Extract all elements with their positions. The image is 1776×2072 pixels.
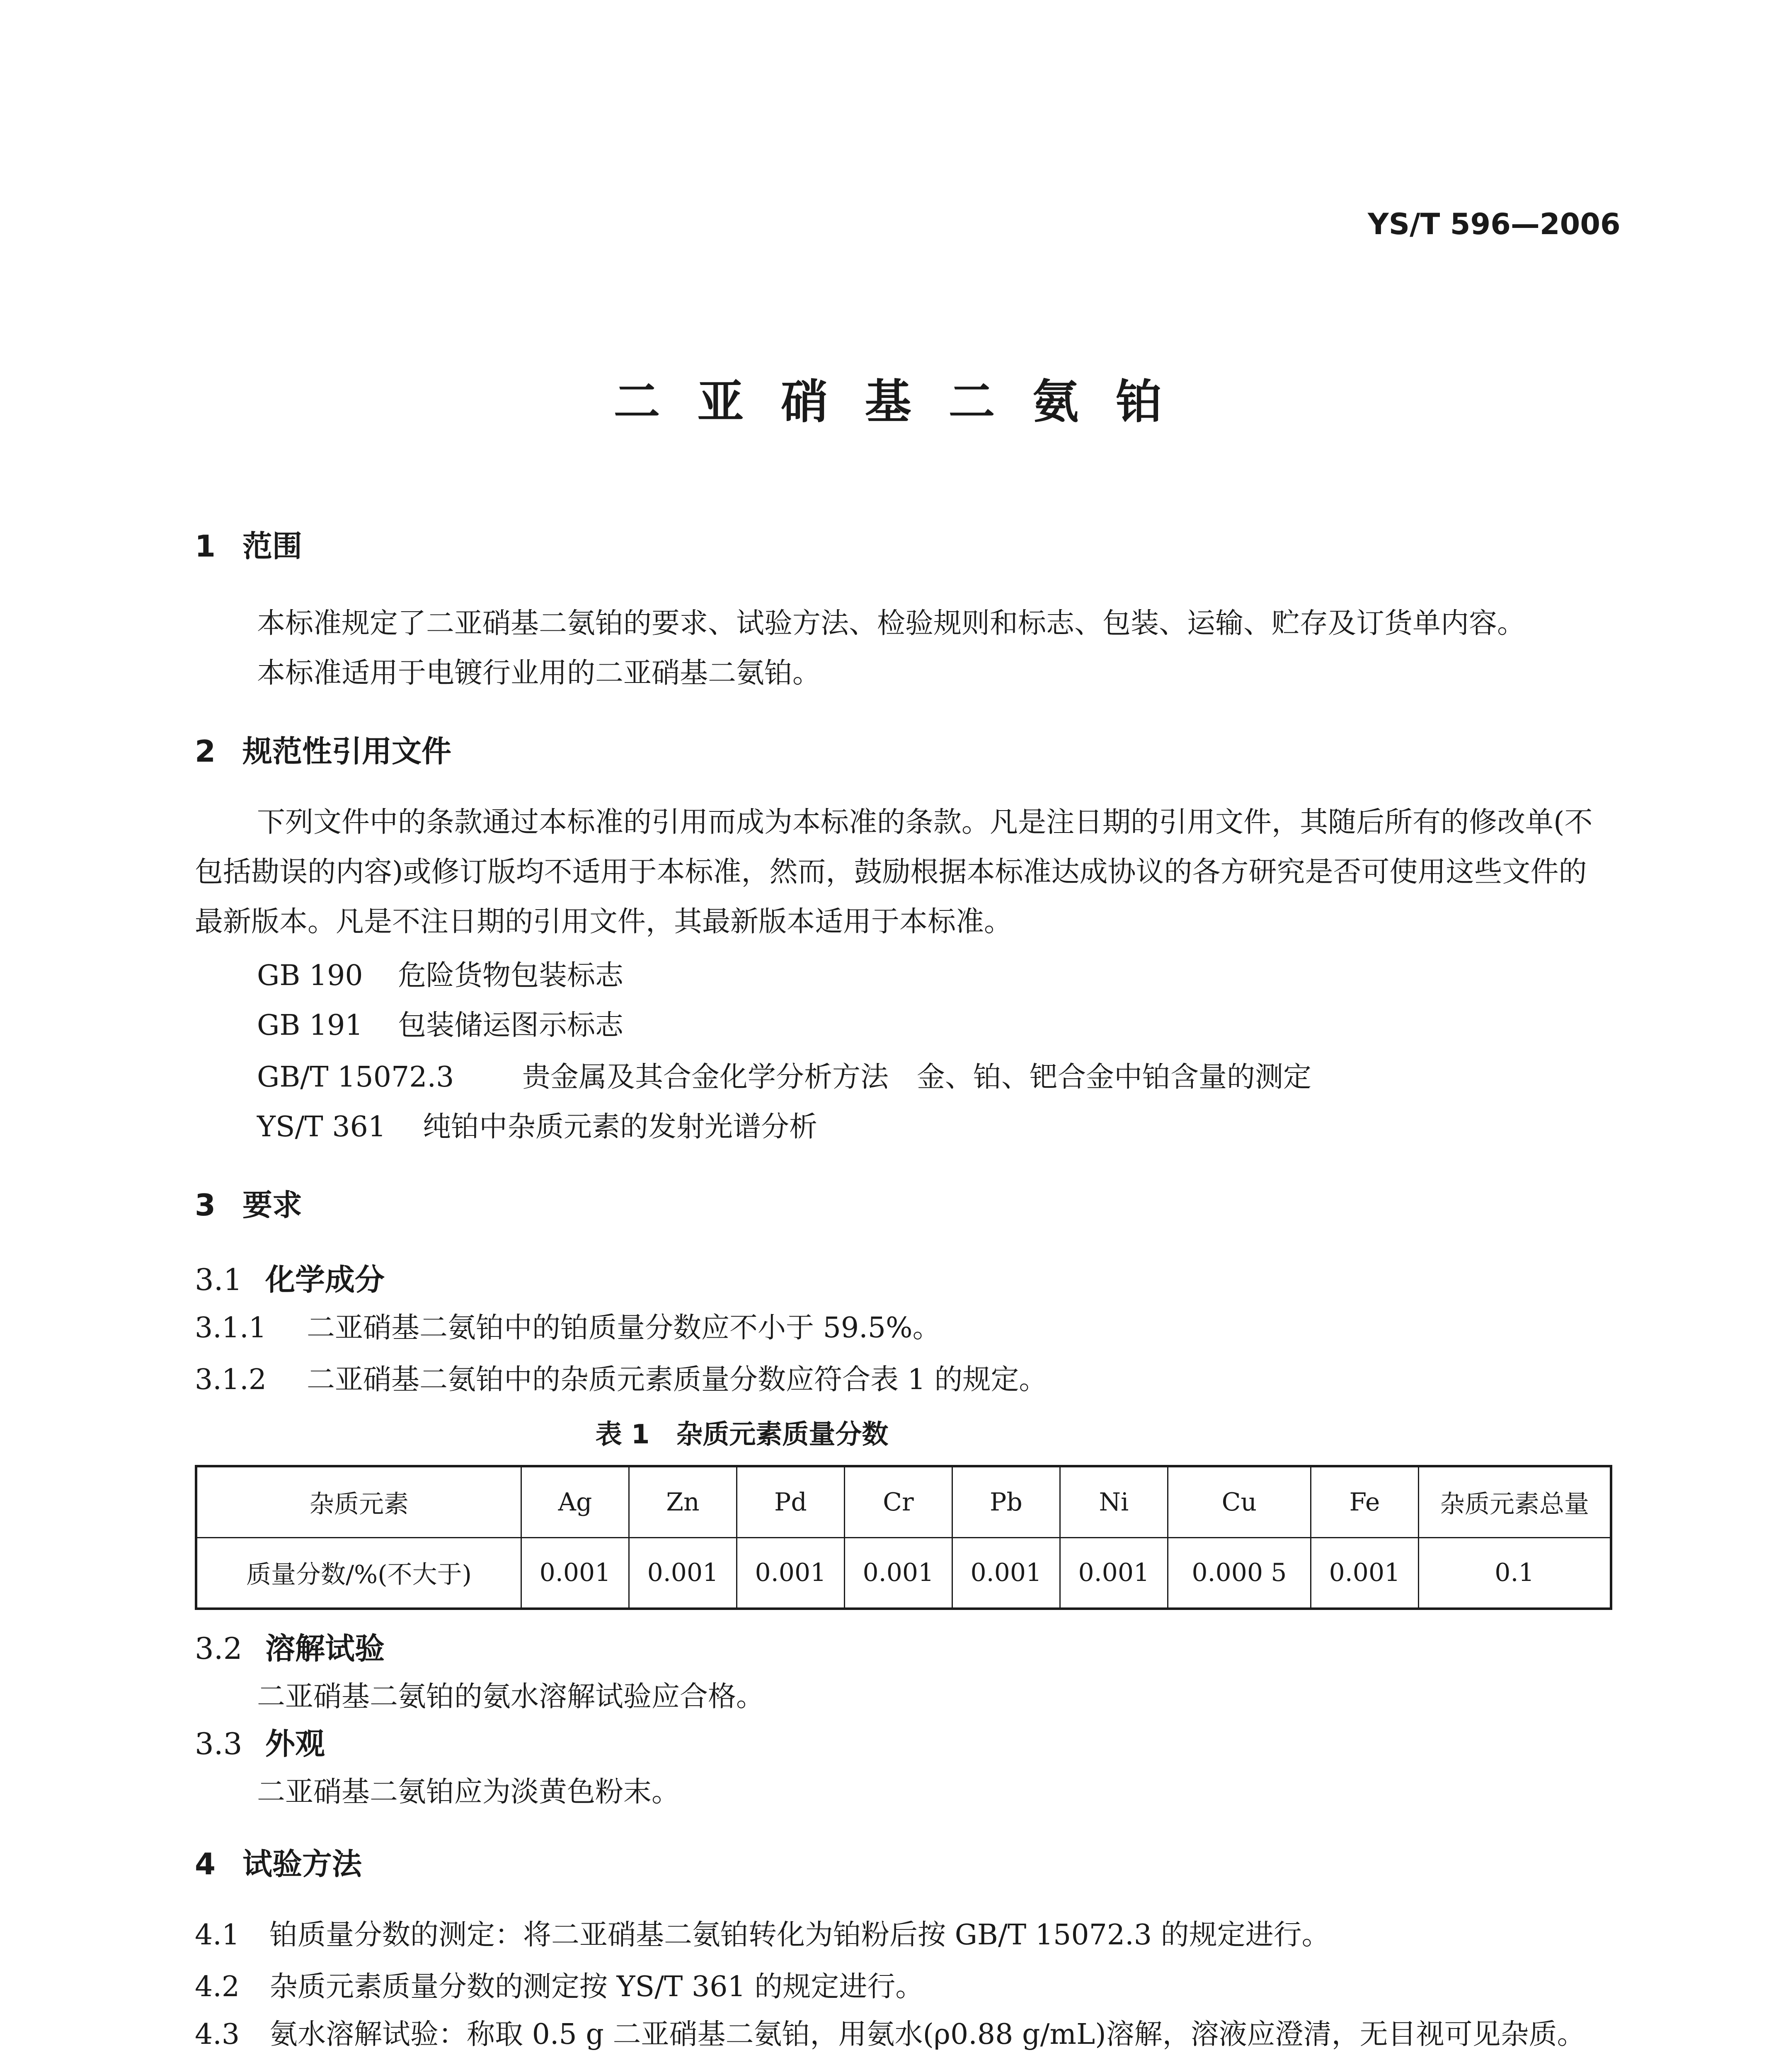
table-header-cell: Fe <box>1311 1466 1418 1537</box>
section-title: 范围 <box>242 529 303 564</box>
section-number: 4 <box>195 1847 216 1881</box>
clause-text: 氨水溶解试验：称取 0.5 g 二亚硝基二氨铂，用氨水(ρ0.88 g/mL)溶解，溶液应澄清，无目视可见杂质。 <box>269 2018 1585 2051</box>
clause-4-1 <box>195 1912 1330 1953</box>
subsection-3-2-heading <box>195 1624 385 1668</box>
clause-number: 3.1.2 <box>195 1363 267 1396</box>
reference-code: GB 190 <box>257 959 363 992</box>
clause-number: 4.2 <box>195 1970 240 2003</box>
table-cell: 质量分数/%(不大于) <box>196 1537 521 1609</box>
subsection-number: 3.3 <box>195 1726 242 1761</box>
table-header-cell: 杂质元素 <box>196 1466 521 1537</box>
section-3-heading <box>195 1181 302 1224</box>
reference-item <box>257 953 623 993</box>
reference-item <box>257 1104 817 1145</box>
clause-text: 二亚硝基二氨铂中的杂质元素质量分数应符合表 1 的规定。 <box>307 1363 1047 1396</box>
table-header-row <box>196 1466 1611 1537</box>
section-1-heading <box>195 522 302 565</box>
clause-text: 杂质元素质量分数的测定按 YS/T 361 的规定进行。 <box>269 1970 924 2003</box>
standard-code: YS/T 596—2006 <box>1368 207 1621 241</box>
table-cell: 0.001 <box>737 1537 844 1609</box>
section-2-heading <box>195 727 451 770</box>
section-title: 试验方法 <box>242 1847 362 1881</box>
section-4-heading <box>195 1840 362 1883</box>
paragraph: 二亚硝基二氨铂应为淡黄色粉末。 <box>257 1776 680 1808</box>
table-header-cell: Pb <box>952 1466 1060 1537</box>
section-number: 2 <box>195 734 216 769</box>
reference-code: GB 191 <box>257 1009 363 1042</box>
table-header-cell: Ag <box>521 1466 629 1537</box>
table-header-cell: 杂质元素总量 <box>1419 1466 1611 1537</box>
table-cell: 0.001 <box>629 1537 737 1609</box>
document-title: 二亚硝基二氨铂 <box>613 375 1200 429</box>
section-number: 1 <box>195 529 216 564</box>
paragraph: 本标准规定了二亚硝基二氨铂的要求、试验方法、检验规则和标志、包装、运输、贮存及订货单内容。 <box>257 607 1526 640</box>
clause-text: 铂质量分数的测定：将二亚硝基二氨铂转化为铂粉后按 GB/T 15072.3 的规定进行。 <box>269 1919 1330 1951</box>
subsection-title: 溶解试验 <box>265 1631 385 1666</box>
section-title: 要求 <box>242 1188 303 1222</box>
subsection-number: 3.1 <box>195 1262 242 1297</box>
section-title: 规范性引用文件 <box>242 734 452 769</box>
table-cell: 0.001 <box>1060 1537 1168 1609</box>
reference-item <box>257 1003 623 1043</box>
table-caption: 表 1 杂质元素质量分数 <box>595 1419 889 1450</box>
subsection-3-1-heading <box>195 1256 385 1299</box>
reference-title: 贵金属及其合金化学分析方法 金、铂、钯合金中铂含量的测定 <box>522 1061 1312 1094</box>
reference-title: 包装储运图示标志 <box>398 1009 624 1042</box>
table-header-cell: Zn <box>629 1466 737 1537</box>
subsection-3-3-heading <box>195 1720 325 1763</box>
section-number: 3 <box>195 1188 216 1222</box>
table-cell: 0.001 <box>521 1537 629 1609</box>
table-header-cell: Pd <box>737 1466 844 1537</box>
clause-number: 3.1.1 <box>195 1312 267 1344</box>
clause-4-3 <box>195 2010 1612 2060</box>
table-header-cell: Ni <box>1060 1466 1168 1537</box>
table-header-cell: Cr <box>844 1466 952 1537</box>
clause-number: 4.3 <box>195 2018 240 2051</box>
impurity-table <box>195 1465 1612 1610</box>
clause-text: 二亚硝基二氨铂中的铂质量分数应不小于 59.5%。 <box>307 1312 941 1344</box>
subsection-number: 3.2 <box>195 1631 242 1666</box>
paragraph-text: 下列文件中的条款通过本标准的引用而成为本标准的条款。凡是注日期的引用文件，其随后所有的修改单(不包括勘误的内容)或修订版均不适用于本标准，然而，鼓励根据本标准达成协议的各方研究是否可使用这些文件的最新版本。凡是不注日期的引用文件，其最新版本适用于本标准。 <box>195 806 1593 938</box>
clause-4-2 <box>195 1964 923 2004</box>
reference-title: 纯铂中杂质元素的发射光谱分析 <box>423 1111 818 1143</box>
reference-code: GB/T 15072.3 <box>257 1061 454 1094</box>
reference-title: 危险货物包装标志 <box>398 959 624 992</box>
table-cell: 0.1 <box>1419 1537 1611 1609</box>
clause-3-1-2 <box>195 1357 1047 1397</box>
table-cell: 0.001 <box>1311 1537 1418 1609</box>
reference-code: YS/T 361 <box>257 1111 386 1143</box>
table-cell: 0.001 <box>844 1537 952 1609</box>
table-cell: 0.000 5 <box>1168 1537 1311 1609</box>
table-row <box>196 1537 1611 1609</box>
clause-number: 4.1 <box>195 1919 240 1951</box>
clause-3-1-1 <box>195 1305 941 1346</box>
subsection-title: 化学成分 <box>265 1262 385 1297</box>
paragraph: 本标准适用于电镀行业用的二亚硝基二氨铂。 <box>257 657 821 690</box>
table-cell: 0.001 <box>952 1537 1060 1609</box>
reference-item <box>257 1055 1311 1095</box>
paragraph <box>195 798 1612 947</box>
paragraph: 二亚硝基二氨铂的氨水溶解试验应合格。 <box>257 1680 765 1713</box>
subsection-title: 外观 <box>265 1726 325 1761</box>
table-header-cell: Cu <box>1168 1466 1311 1537</box>
